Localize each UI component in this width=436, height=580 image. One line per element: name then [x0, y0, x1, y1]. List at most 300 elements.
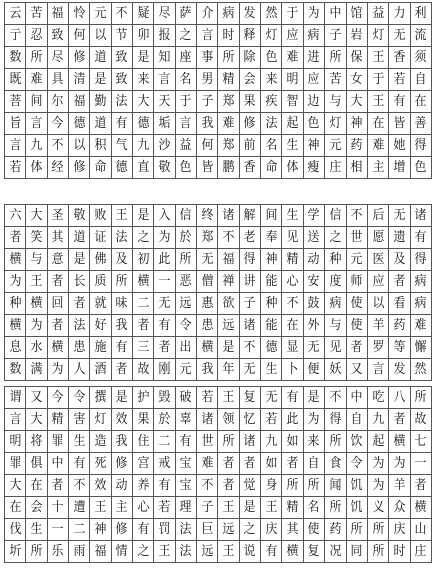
character: 伐 [9, 522, 22, 537]
character: 疾 [265, 94, 278, 109]
character: 岩 [350, 28, 363, 43]
grid-cell [175, 249, 196, 271]
grid-cell [154, 249, 175, 271]
grid-cell [111, 541, 132, 563]
grid-cell [218, 135, 239, 157]
grid-cell [346, 359, 367, 381]
grid-cell [367, 205, 388, 227]
character: 何 [201, 138, 214, 153]
character: 恶 [179, 274, 192, 289]
grid-cell [410, 431, 431, 453]
grid-cell [346, 453, 367, 475]
character: 法 [115, 94, 128, 109]
grid-cell [282, 271, 303, 293]
character: 毁 [158, 390, 171, 405]
grid-cell [218, 475, 239, 497]
character: 戒 [158, 456, 171, 471]
grid-cell [410, 293, 431, 315]
grid-cell [111, 359, 132, 381]
grid-cell [47, 227, 68, 249]
character: 以 [372, 296, 384, 311]
character: 间 [30, 94, 43, 109]
character: 大 [30, 208, 43, 223]
character: 撰 [94, 390, 107, 405]
grid-cell [197, 315, 218, 337]
grid-cell [410, 47, 431, 69]
character: 大 [350, 94, 363, 109]
grid-cell [175, 271, 196, 293]
character: 为 [30, 318, 43, 333]
character: 所 [286, 478, 299, 493]
character: 尽 [158, 6, 171, 21]
character: 精 [222, 72, 235, 87]
grid-cell [133, 475, 154, 497]
grid-cell [133, 519, 154, 541]
character: 一 [51, 522, 64, 537]
grid-row [5, 431, 432, 453]
character: 人 [73, 362, 86, 377]
grid-cell [111, 497, 132, 519]
character: 流 [414, 28, 427, 43]
character: 破 [179, 390, 192, 405]
character: 来 [265, 72, 278, 87]
character: 者 [243, 456, 256, 471]
character: 忆 [243, 412, 256, 427]
character: 遗 [393, 230, 406, 245]
grid-cell [197, 359, 218, 381]
character: 主 [372, 160, 384, 175]
grid-cell [410, 497, 431, 519]
grid-cell [367, 497, 388, 519]
character: 庆 [393, 522, 406, 537]
character: 起 [372, 434, 384, 449]
grid-cell [239, 497, 260, 519]
grid-cell [218, 249, 239, 271]
character: 是 [137, 208, 150, 223]
grid-cell [69, 135, 90, 157]
grid-cell [111, 293, 132, 315]
character: 她 [393, 138, 406, 153]
character: 我 [115, 434, 128, 449]
grid-cell [133, 497, 154, 519]
grid-cell [389, 157, 410, 179]
character: 理 [179, 500, 192, 515]
character: 老 [243, 230, 256, 245]
character: 水 [30, 340, 43, 355]
grid-cell [90, 541, 111, 563]
grid-cell [325, 409, 346, 431]
grid-cell [282, 249, 303, 271]
character: 苦 [329, 72, 342, 87]
character: 於 [179, 230, 192, 245]
grid-cell [410, 475, 431, 497]
grid-cell [410, 519, 431, 541]
grid-cell [26, 205, 47, 227]
character: 其 [286, 522, 299, 537]
grid-cell [261, 113, 282, 135]
character: 横 [137, 274, 150, 289]
grid-cell [239, 91, 260, 113]
grid-cell [282, 3, 303, 25]
character: 神 [307, 138, 320, 153]
grid-cell [303, 25, 324, 47]
character: 进 [307, 50, 320, 65]
grid-cell [47, 475, 68, 497]
grid-cell [282, 359, 303, 381]
character: 者 [158, 340, 171, 355]
grid-cell [261, 541, 282, 563]
grid-cell [154, 475, 175, 497]
grid-cell [346, 387, 367, 409]
grid-cell [282, 387, 303, 409]
grid-cell [5, 453, 26, 475]
character: 大 [9, 478, 22, 493]
character: 无 [158, 296, 171, 311]
grid-cell [154, 453, 175, 475]
grid-cell [26, 157, 47, 179]
character: 吃 [372, 390, 384, 405]
character: 致 [115, 50, 128, 65]
grid-cell [197, 519, 218, 541]
grid-cell [303, 519, 324, 541]
character: 者 [286, 456, 299, 471]
grid-cell [197, 541, 218, 563]
character: 鼓 [307, 296, 320, 311]
grid-cell [26, 541, 47, 563]
character: 庄 [329, 160, 342, 175]
character: 卜 [286, 362, 299, 377]
grid-cell [303, 497, 324, 519]
grid-cell [175, 453, 196, 475]
grid-cell [389, 293, 410, 315]
grid-cell [410, 359, 431, 381]
character: 在 [372, 116, 384, 131]
character: 有 [115, 340, 128, 355]
character: 诸 [201, 412, 214, 427]
character: 动 [115, 478, 128, 493]
grid-cell [410, 157, 431, 179]
character: 者 [222, 456, 235, 471]
character: 所 [30, 544, 43, 559]
character-grid-2 [4, 204, 432, 381]
character: 福 [222, 252, 235, 267]
character: 德 [115, 160, 128, 175]
grid-cell [133, 227, 154, 249]
grid-cell [69, 25, 90, 47]
character: 大 [30, 412, 43, 427]
character: 饥 [350, 478, 363, 493]
character: 世 [350, 230, 363, 245]
grid-cell [239, 205, 260, 227]
character: 来 [137, 72, 150, 87]
grid-cell [239, 249, 260, 271]
character: 须 [414, 50, 427, 65]
grid-cell [47, 541, 68, 563]
grid-cell [47, 157, 68, 179]
grid-cell [175, 113, 196, 135]
grid-cell [239, 409, 260, 431]
character: 法 [179, 544, 192, 559]
grid-cell [261, 91, 282, 113]
grid-cell [261, 69, 282, 91]
character: 不 [329, 390, 342, 405]
character: 九 [265, 434, 278, 449]
grid-cell [367, 387, 388, 409]
grid-cell [154, 113, 175, 135]
character: 修 [115, 522, 128, 537]
character: 元 [350, 252, 363, 267]
grid-cell [303, 227, 324, 249]
character: 香 [243, 160, 256, 175]
character: 王 [94, 500, 107, 515]
character: 远 [179, 296, 192, 311]
grid-cell [26, 271, 47, 293]
character: 横 [201, 340, 214, 355]
grid-cell [261, 359, 282, 381]
grid-cell [175, 337, 196, 359]
grid-row [5, 113, 432, 135]
grid-row [5, 453, 432, 475]
character: 诸 [222, 208, 235, 223]
character: 若 [158, 500, 171, 515]
grid-cell [303, 205, 324, 227]
text-grid-block-3 [4, 386, 432, 563]
grid-cell [282, 205, 303, 227]
character: 力 [393, 6, 406, 21]
grid-cell [261, 135, 282, 157]
character: 致 [51, 28, 64, 43]
grid-cell [175, 497, 196, 519]
character: 又 [350, 362, 363, 377]
character: 无 [393, 28, 406, 43]
grid-cell [90, 453, 111, 475]
character: 山 [414, 522, 427, 537]
character: 福 [94, 544, 107, 559]
grid-cell [367, 25, 388, 47]
grid-cell [261, 47, 282, 69]
character: 修 [243, 116, 256, 131]
character: 精 [286, 252, 299, 267]
grid-cell [261, 271, 282, 293]
character: 此 [158, 252, 171, 267]
grid-cell [26, 475, 47, 497]
character: 尔 [51, 94, 64, 109]
character: 二 [137, 296, 150, 311]
character: 满 [30, 362, 43, 377]
character: 身 [265, 478, 278, 493]
character: 王 [372, 94, 384, 109]
grid-cell [133, 387, 154, 409]
grid-cell [154, 315, 175, 337]
grid-cell [346, 69, 367, 91]
grid-cell [90, 91, 111, 113]
character: 得 [243, 252, 256, 267]
character: 体 [30, 160, 43, 175]
grid-cell [5, 271, 26, 293]
character: 远 [222, 522, 235, 537]
grid-cell [325, 91, 346, 113]
grid-cell [197, 409, 218, 431]
character: 生 [73, 434, 86, 449]
grid-cell [175, 431, 196, 453]
grid-cell [367, 293, 388, 315]
character: 如 [265, 456, 278, 471]
grid-cell [26, 431, 47, 453]
character: 度 [329, 274, 342, 289]
character: 觉 [243, 478, 256, 493]
character: 若 [201, 390, 214, 405]
character: 所 [179, 252, 192, 267]
character: 我 [201, 116, 214, 131]
character: 诸 [243, 318, 256, 333]
grid-cell [154, 337, 175, 359]
grid-cell [90, 157, 111, 179]
character: 除 [243, 50, 256, 65]
grid-cell [154, 387, 175, 409]
character: 德 [265, 340, 278, 355]
character: 者 [9, 230, 22, 245]
grid-cell [133, 359, 154, 381]
grid-cell [303, 113, 324, 135]
grid-cell [325, 113, 346, 135]
character-grid-3 [4, 386, 432, 563]
character: 者 [393, 412, 406, 427]
character: 横 [414, 500, 427, 515]
grid-cell [303, 69, 324, 91]
character: 忍 [30, 28, 43, 43]
character: 无 [243, 362, 256, 377]
grid-cell [218, 337, 239, 359]
character: 释 [243, 28, 256, 43]
grid-cell [26, 293, 47, 315]
grid-cell [282, 497, 303, 519]
character: 为 [158, 230, 171, 245]
grid-cell [282, 475, 303, 497]
character: 动 [307, 252, 320, 267]
character: 王 [30, 274, 43, 289]
grid-cell [282, 431, 303, 453]
character: 刚 [158, 362, 171, 377]
grid-cell [325, 387, 346, 409]
character: 有 [414, 230, 427, 245]
grid-cell [175, 157, 196, 179]
character: 无 [393, 208, 406, 223]
grid-cell [69, 271, 90, 293]
grid-cell [303, 431, 324, 453]
grid-cell [325, 271, 346, 293]
grid-row [5, 409, 432, 431]
grid-cell [69, 91, 90, 113]
grid-cell [175, 541, 196, 563]
character: 见 [329, 340, 342, 355]
grid-cell [26, 249, 47, 271]
character: 横 [393, 434, 406, 449]
grid-row [5, 315, 432, 337]
character: 此 [286, 412, 299, 427]
character: 神 [94, 522, 107, 537]
character: 道 [73, 230, 86, 245]
character: 宝 [179, 456, 192, 471]
character: 中 [329, 6, 342, 21]
grid-cell [69, 69, 90, 91]
character: 鹏 [222, 160, 235, 175]
character: 增 [393, 160, 406, 175]
character: 精 [286, 500, 299, 515]
grid-cell [197, 3, 218, 25]
character: 罪 [51, 434, 64, 449]
character: 皆 [201, 160, 214, 175]
grid-cell [90, 337, 111, 359]
grid-row [5, 69, 432, 91]
character: 菩 [9, 94, 22, 109]
grid-cell [303, 475, 324, 497]
grid-cell [69, 475, 90, 497]
grid-cell [111, 3, 132, 25]
grid-cell [282, 541, 303, 563]
grid-cell [26, 227, 47, 249]
character: 法 [115, 230, 128, 245]
grid-cell [325, 249, 346, 271]
character: 生 [30, 522, 43, 537]
grid-cell [346, 25, 367, 47]
grid-cell [346, 519, 367, 541]
grid-cell [5, 519, 26, 541]
character: 然 [414, 362, 427, 377]
grid-cell [239, 47, 260, 69]
grid-cell [239, 519, 260, 541]
grid-cell [261, 387, 282, 409]
character: 师 [350, 274, 363, 289]
character: 大 [137, 94, 150, 109]
grid-cell [90, 293, 111, 315]
character: 医 [372, 252, 384, 267]
character: 病 [329, 296, 342, 311]
grid-cell [69, 359, 90, 381]
grid-cell [47, 359, 68, 381]
grid-cell [175, 47, 196, 69]
character: 德 [137, 116, 150, 131]
character: 九 [137, 138, 150, 153]
character: 六 [9, 208, 22, 223]
grid-cell [389, 135, 410, 157]
grid-cell [218, 227, 239, 249]
grid-cell [111, 47, 132, 69]
grid-row [5, 475, 432, 497]
character: 有 [137, 522, 150, 537]
grid-cell [325, 157, 346, 179]
character: 者 [393, 274, 406, 289]
grid-cell [133, 249, 154, 271]
grid-cell [47, 69, 68, 91]
grid-cell [282, 47, 303, 69]
grid-cell [154, 497, 175, 519]
grid-cell [389, 69, 410, 91]
character: 天 [158, 94, 171, 109]
grid-cell [261, 249, 282, 271]
grid-cell [346, 497, 367, 519]
character: 横 [286, 544, 299, 559]
grid-cell [282, 315, 303, 337]
grid-cell [303, 135, 324, 157]
character: 难 [372, 138, 384, 153]
character: 横 [30, 296, 43, 311]
grid-cell [410, 541, 431, 563]
grid-cell [26, 409, 47, 431]
grid-cell [90, 47, 111, 69]
grid-cell [5, 205, 26, 227]
grid-cell [346, 205, 367, 227]
character: 不 [201, 478, 214, 493]
